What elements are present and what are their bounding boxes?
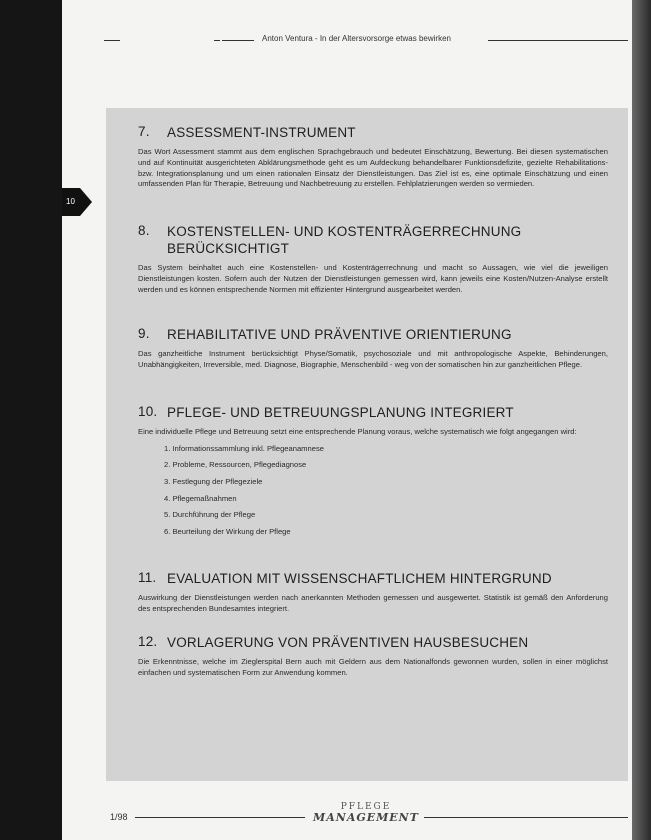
section-heading [138,404,608,421]
section-title: KOSTENSTELLEN- UND KOSTENTRÄGERRECHNUNG BERÜCKSICHTIGT [167,224,522,256]
header-rule [488,40,628,41]
running-header: Anton Ventura - In der Altersvorsorge etwas bewirken [262,34,451,43]
header-rule [222,40,254,41]
section-heading [138,223,608,257]
page-number: 1/98 [110,812,128,822]
section-title: PFLEGE- UND BETREUUNGSPLANUNG INTEGRIERT [167,405,514,420]
header-rule [214,40,220,41]
section-body: Das Wort Assessment stammt aus dem englischen Sprachgebrauch und bedeutet Einschätzung, Bewertung. Bei diesen systematischen und auf Kontinuität ausgerichteten Abklärungsmethode geht es um Aufdeckung behandelbarer Funktionsdefizite, gezielte Rehabilitations- bzw. Integrationsplanung und um einen rationalen Einsatz der Dienstleistungen. Das Ziel ist es, eine optimale Einschätzung und einen umfassenden Plan für Therapie, Betreuung und Nachbetreuung zu erstellen. Fehlplatzierungen werden so vermieden. [138,147,608,189]
section-number: 11. [138,570,157,585]
section-heading [138,570,608,587]
logo-bottom-text: MANAGEMENT [313,811,419,824]
section-body: Das System beinhaltet auch eine Kostenstellen- und Kostenträgerrechnung und macht so Aussagen, wie viel die jeweiligen Dienstleistungen kosten. Sofern auch der Nutzen der Dienstleistungen gemessen wird, kann jeweils eine Kosten/Nutzen-Analyse erstellt werden und es können entsprechende Normen mit effizienter Hintergrund ausgearbeitet werden. [138,263,608,294]
section-body: Eine individuelle Pflege und Betreuung setzt eine entsprechende Planung voraus, welche systematisch wie folgt angegangen wird: [138,427,577,436]
section-8 [138,223,608,295]
section-body: Auswirkung der Dienstleistungen werden nach anerkannten Methoden gemessen und ausgewertet. Statistik ist gemäß den Anforderung des entsprechenden Bundesamtes integriert. [138,593,608,613]
footer-rule [424,817,628,818]
list-item: 4. Pflegemaßnahmen [164,493,237,503]
section-number: 8. [138,223,150,238]
section-title: VORLAGERUNG VON PRÄVENTIVEN HAUSBESUCHEN [167,635,529,650]
logo-top-text: PFLEGE [340,802,392,812]
section-11 [138,570,608,615]
list-item: 3. Festlegung der Pflegeziele [164,476,263,486]
list-item: 1. Informationssammlung inkl. Pflegeanamnese [164,443,324,453]
pflege-management-logo [312,803,420,824]
list-item: 2. Probleme, Ressourcen, Pflegediagnose [164,460,307,470]
section-body: Die Erkenntnisse, welche im Zieglerspital Bern auch mit Geldern aus dem Nationalfonds gewonnen wurden, sollen in einer möglichst einfachen und systematischen Form zur Anwendung kommen. [138,657,608,677]
section-10 [138,404,608,543]
section-heading [138,326,608,343]
section-12 [138,634,608,679]
section-title: EVALUATION MIT WISSENSCHAFTLICHEM HINTERGRUND [167,571,552,586]
section-heading [138,634,608,651]
footer-rule [135,817,305,818]
list-item: 5. Durchführung der Pflege [164,510,256,520]
section-number: 7. [138,124,150,139]
scan-left-margin [0,0,62,840]
planning-steps-list [164,444,608,537]
chapter-tab-number: 10 [66,197,75,206]
section-number: 9. [138,326,150,341]
section-7 [138,124,608,190]
header-rule [104,40,120,41]
list-item: 6. Beurteilung der Wirkung der Pflege [164,526,291,536]
section-title: ASSESSMENT-INSTRUMENT [167,125,356,140]
section-number: 12. [138,634,158,649]
scan-right-edge [632,0,651,840]
section-9 [138,326,608,371]
section-title: REHABILITATIVE UND PRÄVENTIVE ORIENTIERUNG [167,327,512,342]
section-number: 10. [138,404,158,419]
section-body: Das ganzheitliche Instrument berücksichtigt Physe/Somatik, psychosoziale und mit anthropologische Aspekte, Behinderungen, Unabhängigkeiten, Irreversible, med. Diagnose, Biographie, Menschenbild - weg von der somatischen hin zur ganzheitlichen Pflege. [138,349,608,369]
section-heading [138,124,608,141]
